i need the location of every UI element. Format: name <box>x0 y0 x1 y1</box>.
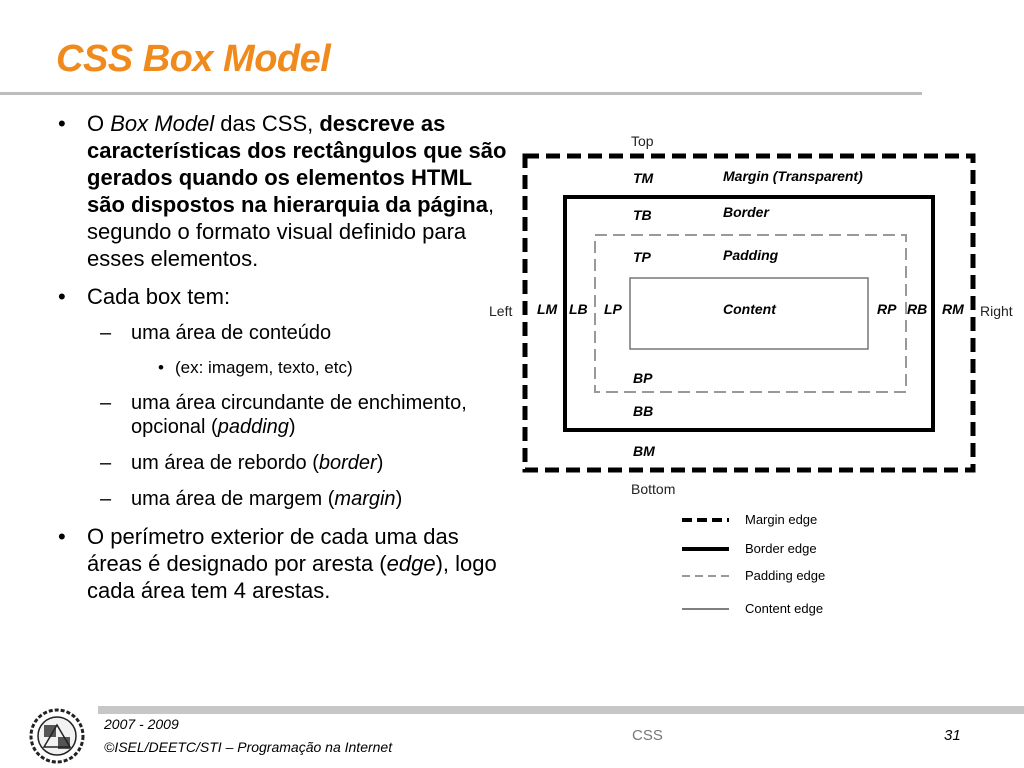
dash-marker: – <box>100 392 112 414</box>
sub-sub-bullet-exemplo: • (ex: imagem, texto, etc) <box>158 358 353 377</box>
bullet-perimetro: • O perímetro exterior de cada uma das áreas é designado por aresta (edge), logo cada área tem 4 arestas. <box>58 524 497 603</box>
footer-years: 2007 - 2009 <box>104 716 179 732</box>
label-lp: LP <box>604 301 622 317</box>
label-top: Top <box>631 133 654 149</box>
legend-margin-label: Margin edge <box>745 512 818 527</box>
label-tb: TB <box>633 207 652 223</box>
dash-marker: – <box>100 488 112 510</box>
dash-marker: – <box>100 322 112 344</box>
label-right: Right <box>980 303 1013 319</box>
footer-divider <box>98 706 1024 714</box>
label-bm: BM <box>633 443 655 459</box>
legend-padding-label: Padding edge <box>745 568 826 583</box>
sub-bullet-margin: – uma área de margem (margin) <box>100 488 403 510</box>
label-content: Content <box>723 301 776 317</box>
slide-title: CSS Box Model <box>56 38 331 80</box>
label-lm: LM <box>537 301 558 317</box>
label-rp: RP <box>877 301 897 317</box>
label-tm: TM <box>633 170 654 186</box>
bullet-marker: • <box>58 524 66 549</box>
bullet-box-model: • O Box Model das CSS, descreve as características dos rectângulos que são gerados quando os elementos HTML são dispostos na hierarquia da página, segundo o formato visual definido para esses elementos. <box>58 111 507 271</box>
label-border: Border <box>723 204 769 220</box>
bullet-list <box>58 110 508 615</box>
sub-bullet-conteudo: – uma área de conteúdo <box>100 322 332 344</box>
bullet-cada-box: • Cada box tem: <box>58 284 231 309</box>
sub-bullet-padding: – uma área circundante de enchimento, opcional (padding) <box>100 392 467 438</box>
sub-bullet-border: – um área de rebordo (border) <box>100 452 384 474</box>
label-rb: RB <box>907 301 928 317</box>
bullet-marker: • <box>158 358 164 377</box>
legend-border-label: Border edge <box>745 541 817 556</box>
footer-credit: ©ISEL/DEETC/STI – Programação na Internet <box>104 739 393 755</box>
label-padding: Padding <box>723 247 779 263</box>
title-divider <box>0 92 922 95</box>
dash-marker: – <box>100 452 112 474</box>
label-left: Left <box>489 303 513 319</box>
legend-content-label: Content edge <box>745 601 824 616</box>
isel-logo-icon <box>26 708 88 764</box>
label-tp: TP <box>633 249 651 265</box>
label-rm: RM <box>942 301 964 317</box>
bullet-marker: • <box>58 284 66 309</box>
footer-section-label: CSS <box>632 727 663 744</box>
page-number: 31 <box>944 727 961 744</box>
label-bb: BB <box>633 403 654 419</box>
label-lb: LB <box>569 301 588 317</box>
label-bp: BP <box>633 370 653 386</box>
bullet-marker: • <box>58 111 66 136</box>
label-bottom: Bottom <box>631 481 676 497</box>
box-model-diagram <box>485 128 1020 628</box>
label-margin: Margin (Transparent) <box>723 168 863 184</box>
